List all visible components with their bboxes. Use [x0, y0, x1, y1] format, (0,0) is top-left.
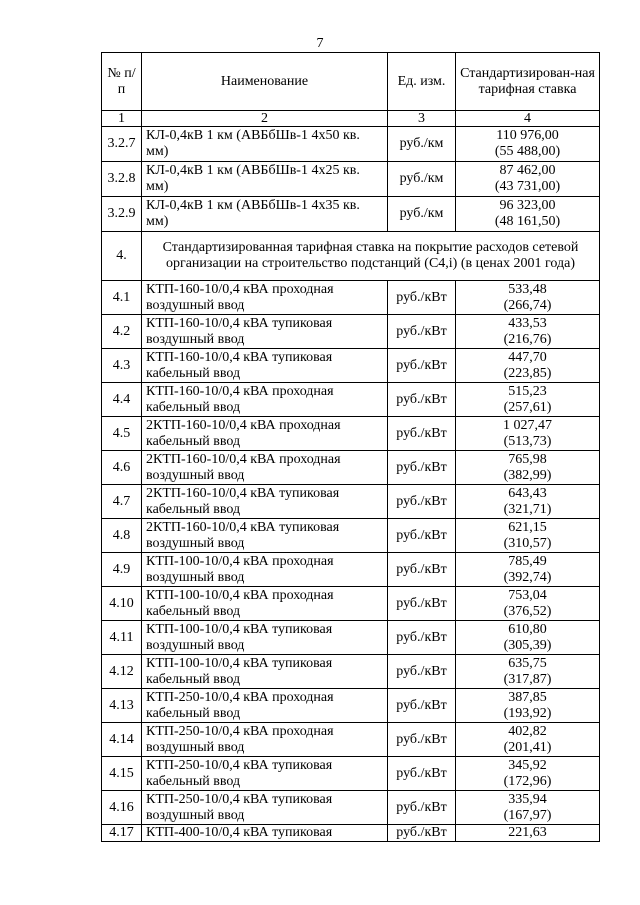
row-unit: руб./км: [388, 197, 456, 232]
row-unit: руб./кВт: [388, 723, 456, 757]
row-rate-half: (48 161,50): [494, 214, 561, 229]
table-row: [102, 519, 600, 553]
row-rate-half: (167,97): [503, 807, 552, 823]
row-unit: руб./кВт: [388, 281, 456, 315]
row-rate: 635,75: [508, 655, 547, 671]
row-rate: 610,80: [508, 621, 547, 637]
row-unit: руб./кВт: [388, 757, 456, 791]
row-number: 4.3: [102, 349, 142, 383]
row-rate: 110 976,00: [496, 128, 559, 143]
table-row: [102, 197, 600, 232]
row-number: 4.6: [102, 451, 142, 485]
row-rate-half: (257,61): [503, 399, 552, 415]
row-number: 4.7: [102, 485, 142, 519]
row-rate: 221,63: [456, 825, 600, 842]
table-header-row: [102, 53, 600, 111]
row-rate-half: (43 731,00): [494, 179, 561, 194]
row-number: 4.16: [102, 791, 142, 825]
row-unit: руб./кВт: [388, 349, 456, 383]
header-num: № п/п: [102, 53, 142, 111]
row-rate: 753,04: [508, 587, 547, 603]
row-rate: 785,49: [508, 553, 547, 569]
row-number: 4.11: [102, 621, 142, 655]
row-name: 2КТП-160-10/0,4 кВА тупиковая воздушный ввод: [142, 519, 388, 553]
row-rate-half: (376,52): [503, 603, 552, 619]
row-name: КЛ-0,4кВ 1 км (АВБбШв-1 4х50 кв. мм): [142, 127, 388, 162]
header-rate: Стандартизирован-ная тарифная ставка: [456, 53, 600, 111]
row-number: 4.1: [102, 281, 142, 315]
row-rate-cell: [456, 162, 600, 197]
row-rate-cell: [456, 451, 600, 485]
row-number: 4.8: [102, 519, 142, 553]
row-rate-half: (321,71): [503, 501, 552, 517]
row-number: 4.4: [102, 383, 142, 417]
row-unit: руб./км: [388, 127, 456, 162]
row-rate-cell: [456, 281, 600, 315]
row-name: КТП-160-10/0,4 кВА проходная воздушный ввод: [142, 281, 388, 315]
column-number: 3: [388, 111, 456, 127]
table-row: [102, 757, 600, 791]
row-name: 2КТП-160-10/0,4 кВА проходная воздушный ввод: [142, 451, 388, 485]
row-rate: 643,43: [508, 485, 547, 501]
row-name: КТП-100-10/0,4 кВА проходная воздушный ввод: [142, 553, 388, 587]
row-number: 4.14: [102, 723, 142, 757]
row-rate: 345,92: [508, 757, 547, 773]
row-rate: 433,53: [508, 315, 547, 331]
row-rate-cell: [456, 791, 600, 825]
row-name: КТП-160-10/0,4 кВА тупиковая воздушный ввод: [142, 315, 388, 349]
row-rate: 96 323,00: [499, 198, 556, 213]
page-number: 7: [316, 36, 324, 51]
row-rate-half: (317,87): [503, 671, 552, 687]
row-rate-cell: [456, 587, 600, 621]
row-number: 4.12: [102, 655, 142, 689]
row-rate-cell: [456, 621, 600, 655]
section-row: [102, 232, 600, 281]
row-unit: руб./кВт: [388, 485, 456, 519]
row-unit: руб./кВт: [388, 519, 456, 553]
row-number: 4.10: [102, 587, 142, 621]
row-rate-half: (310,57): [503, 535, 552, 551]
row-unit: руб./кВт: [388, 383, 456, 417]
row-name: КЛ-0,4кВ 1 км (АВБбШв-1 4х25 кв. мм): [142, 162, 388, 197]
row-unit: руб./кВт: [388, 587, 456, 621]
column-numbers-row: [102, 111, 600, 127]
column-number: 4: [456, 111, 600, 127]
row-unit: руб./кВт: [388, 689, 456, 723]
table-row: [102, 383, 600, 417]
row-name: КТП-250-10/0,4 кВА тупиковая воздушный ввод: [142, 791, 388, 825]
row-rate-half: (201,41): [503, 739, 552, 755]
tariff-table: [101, 52, 600, 842]
row-rate-cell: [456, 417, 600, 451]
row-rate-cell: [456, 485, 600, 519]
table-row: [102, 349, 600, 383]
row-rate: 402,82: [508, 723, 547, 739]
row-rate-half: (392,74): [503, 569, 552, 585]
row-rate: 87 462,00: [499, 163, 556, 178]
row-rate-half: (216,76): [503, 331, 552, 347]
table-row: [102, 689, 600, 723]
row-name: КТП-100-10/0,4 кВА проходная кабельный ввод: [142, 587, 388, 621]
row-name: КТП-400-10/0,4 кВА тупиковая: [142, 825, 388, 842]
row-rate-cell: [456, 349, 600, 383]
row-number: 3.2.8: [102, 162, 142, 197]
row-rate-half: (266,74): [503, 297, 552, 313]
row-rate-half: (172,96): [503, 773, 552, 789]
table-row: [102, 281, 600, 315]
row-rate-cell: [456, 197, 600, 232]
row-rate-cell: [456, 689, 600, 723]
table-row: [102, 127, 600, 162]
row-unit: руб./кВт: [388, 825, 456, 842]
row-number: 4.5: [102, 417, 142, 451]
row-unit: руб./кВт: [388, 315, 456, 349]
row-number: 4.2: [102, 315, 142, 349]
row-rate: 447,70: [508, 349, 547, 365]
row-unit: руб./кВт: [388, 451, 456, 485]
row-name: КТП-160-10/0,4 кВА проходная кабельный ввод: [142, 383, 388, 417]
row-rate-cell: [456, 127, 600, 162]
row-rate: 335,94: [508, 791, 547, 807]
row-rate-half: (513,73): [503, 433, 552, 449]
row-rate: 621,15: [508, 519, 547, 535]
row-unit: руб./кВт: [388, 417, 456, 451]
row-rate: 765,98: [508, 451, 547, 467]
row-name: КТП-250-10/0,4 кВА тупиковая кабельный ввод: [142, 757, 388, 791]
row-rate-cell: [456, 315, 600, 349]
row-name: КТП-160-10/0,4 кВА тупиковая кабельный ввод: [142, 349, 388, 383]
row-unit: руб./кВт: [388, 553, 456, 587]
row-number: 4.17: [102, 825, 142, 842]
header-unit: Ед. изм.: [388, 53, 456, 111]
row-unit: руб./кВт: [388, 655, 456, 689]
row-rate-half: (193,92): [503, 705, 552, 721]
row-name: КТП-100-10/0,4 кВА тупиковая воздушный ввод: [142, 621, 388, 655]
row-number: 4.13: [102, 689, 142, 723]
table-row: [102, 825, 600, 842]
row-number: 3.2.9: [102, 197, 142, 232]
table-row: [102, 485, 600, 519]
row-rate-half: (223,85): [503, 365, 552, 381]
row-rate-cell: [456, 383, 600, 417]
row-name: 2КТП-160-10/0,4 кВА проходная кабельный ввод: [142, 417, 388, 451]
row-rate: 1 027,47: [503, 417, 552, 433]
row-unit: руб./км: [388, 162, 456, 197]
row-rate-half: (305,39): [503, 637, 552, 653]
row-rate-cell: [456, 723, 600, 757]
row-name: 2КТП-160-10/0,4 кВА тупиковая кабельный ввод: [142, 485, 388, 519]
column-number: 1: [102, 111, 142, 127]
row-number: 4.15: [102, 757, 142, 791]
row-number: 4.9: [102, 553, 142, 587]
row-name: КТП-250-10/0,4 кВА проходная кабельный ввод: [142, 689, 388, 723]
table-row: [102, 315, 600, 349]
table-row: [102, 655, 600, 689]
row-rate-cell: [456, 655, 600, 689]
row-rate: 387,85: [508, 689, 547, 705]
row-rate: 533,48: [508, 281, 547, 297]
row-number: 3.2.7: [102, 127, 142, 162]
row-name: КЛ-0,4кВ 1 км (АВБбШв-1 4х35 кв. мм): [142, 197, 388, 232]
row-rate-cell: [456, 757, 600, 791]
column-number: 2: [142, 111, 388, 127]
row-rate: 515,23: [508, 383, 547, 399]
row-rate-half: (55 488,00): [494, 144, 561, 159]
table-row: [102, 162, 600, 197]
table-row: [102, 621, 600, 655]
table-row: [102, 417, 600, 451]
table-row: [102, 553, 600, 587]
section-number: 4.: [102, 232, 142, 281]
row-rate-cell: [456, 519, 600, 553]
row-rate-half: (382,99): [503, 467, 552, 483]
table-row: [102, 791, 600, 825]
row-rate-cell: [456, 553, 600, 587]
section-title: Стандартизированная тарифная ставка на покрытие расходов сетевой организации на строительство подстанций (С4,i) (в ценах 2001 года): [142, 232, 600, 281]
row-unit: руб./кВт: [388, 621, 456, 655]
row-name: КТП-100-10/0,4 кВА тупиковая кабельный ввод: [142, 655, 388, 689]
table-row: [102, 451, 600, 485]
header-name: Наименование: [142, 53, 388, 111]
row-name: КТП-250-10/0,4 кВА проходная воздушный ввод: [142, 723, 388, 757]
table-row: [102, 587, 600, 621]
table-row: [102, 723, 600, 757]
row-unit: руб./кВт: [388, 791, 456, 825]
